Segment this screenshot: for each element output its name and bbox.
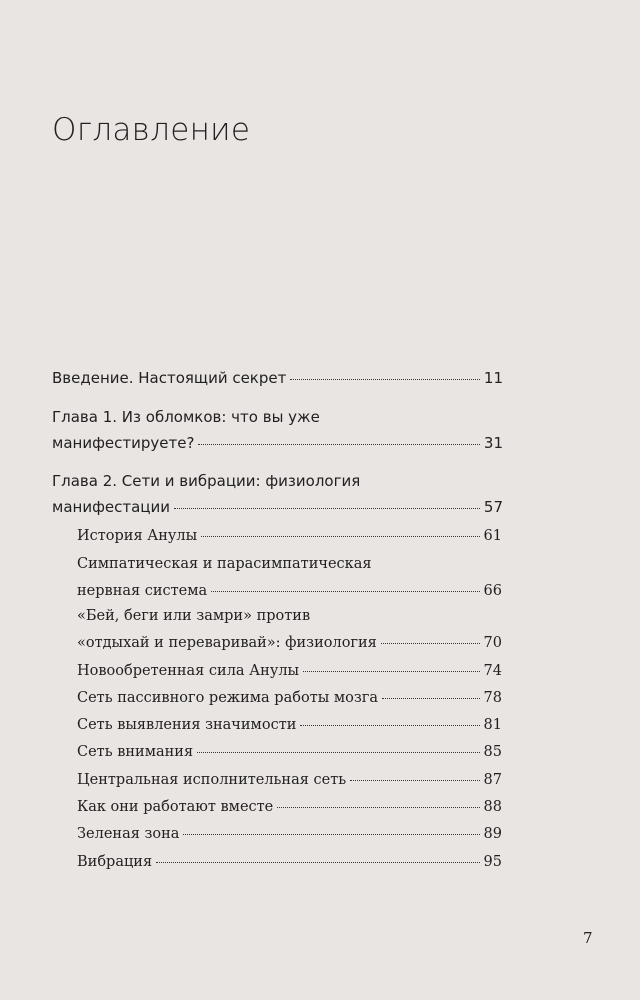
toc-page-number: 31 xyxy=(483,434,503,452)
dot-leader xyxy=(183,834,479,835)
toc-subentry-line-1 xyxy=(77,557,502,572)
dot-leader xyxy=(303,671,479,672)
toc-subentry xyxy=(77,773,502,788)
toc-subentry xyxy=(77,827,502,842)
toc-page-number: 70 xyxy=(483,635,502,651)
toc-page-number: 88 xyxy=(483,799,502,815)
toc-entry-title: История Анулы xyxy=(77,528,198,544)
dot-leader xyxy=(381,643,480,644)
toc-subentry xyxy=(77,800,502,815)
toc-title: Оглавление xyxy=(52,112,251,148)
toc-entry-chapter-2-line-1 xyxy=(52,474,503,489)
dot-leader xyxy=(300,725,479,726)
toc-entry-title: Как они работают вместе xyxy=(77,799,274,815)
dot-leader xyxy=(174,508,480,509)
toc-entry-title: Сеть выявления значимости xyxy=(77,717,297,733)
toc-entry-title: Сеть пассивного режима работы мозга xyxy=(77,690,379,706)
page-number: 7 xyxy=(583,929,593,947)
toc-entry-title: Глава 1. Из обломков: что вы уже xyxy=(52,408,320,426)
toc-subentry xyxy=(77,664,502,679)
toc-subentry-line-2 xyxy=(77,636,502,651)
toc-page-number: 66 xyxy=(483,583,502,599)
dot-leader xyxy=(198,444,480,445)
toc-entry-title: Глава 2. Сети и вибрации: физиология xyxy=(52,472,361,490)
toc-entry-title: Зеленая зона xyxy=(77,826,180,842)
toc-subentry-line-2 xyxy=(77,584,502,599)
dot-leader xyxy=(290,379,480,380)
dot-leader xyxy=(197,752,479,753)
toc-subentry xyxy=(77,691,502,706)
dot-leader xyxy=(201,536,479,537)
toc-page-number: 95 xyxy=(483,854,502,870)
toc-entry-title: «отдыхай и переваривай»: физиология xyxy=(77,635,377,651)
toc-page-number: 78 xyxy=(483,690,502,706)
dot-leader xyxy=(382,698,480,699)
toc-entry-title: Вибрация xyxy=(77,854,153,870)
toc-subentry xyxy=(77,529,502,544)
toc-subentry xyxy=(77,718,502,733)
toc-subentry xyxy=(77,745,502,760)
toc-page-number: 57 xyxy=(483,498,503,516)
toc-entry-title: манифестируете? xyxy=(52,434,195,452)
toc-subentry xyxy=(77,855,502,870)
toc-entry-title: Центральная исполнительная сеть xyxy=(77,772,347,788)
toc-entry-title: «Бей, беги или замри» против xyxy=(77,608,311,624)
toc-page-number: 61 xyxy=(483,528,502,544)
toc-page-number: 81 xyxy=(483,717,502,733)
toc-page-number: 11 xyxy=(483,369,503,387)
dot-leader xyxy=(277,807,479,808)
toc-entry-title: манифестации xyxy=(52,498,171,516)
toc-entry-intro xyxy=(52,371,503,386)
toc-page-number: 85 xyxy=(483,744,502,760)
toc-page-number: 87 xyxy=(483,772,502,788)
toc-page-number: 74 xyxy=(483,663,502,679)
toc-entry-chapter-1-line-2 xyxy=(52,436,503,451)
toc-entry-title: Новообретенная сила Анулы xyxy=(77,663,300,679)
dot-leader xyxy=(350,780,479,781)
toc-entry-title: Симпатическая и парасимпатическая xyxy=(77,556,372,572)
toc-entry-chapter-1-line-1 xyxy=(52,410,503,425)
toc-entry-title: Сеть внимания xyxy=(77,744,194,760)
toc-entry-title: Введение. Настоящий секрет xyxy=(52,369,287,387)
toc-entry-chapter-2-line-2 xyxy=(52,500,503,515)
toc-subentry-line-1 xyxy=(77,609,502,624)
dot-leader xyxy=(156,862,479,863)
toc-entry-title: нервная система xyxy=(77,583,208,599)
toc-page-number: 89 xyxy=(483,826,502,842)
dot-leader xyxy=(211,591,479,592)
